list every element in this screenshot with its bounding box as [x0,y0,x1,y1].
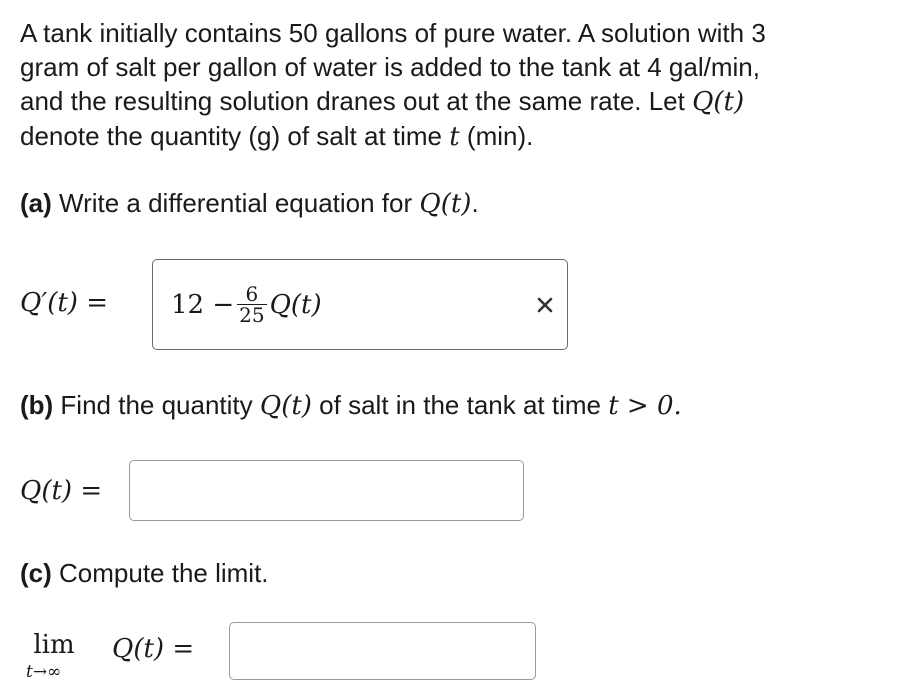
part-b-answer-field[interactable] [129,460,524,521]
part-b-lhs [20,474,102,508]
part-b-prompt [20,388,682,423]
part-b-text: Find the quantity [53,390,260,420]
part-a-fraction-numerator: 6 [245,282,259,306]
part-a-lhs [20,286,108,320]
part-a-label: (a) [20,188,52,218]
problem-line-3-math: Q(t) [692,87,745,117]
part-c-lhs-text: Q(t) = [112,634,195,664]
part-a-answer-content [171,260,322,349]
part-b-text-2: of salt in the tank at time [311,390,609,420]
close-icon[interactable] [535,295,555,315]
part-a-fraction-denominator: 25 [239,303,265,327]
part-a-answer-prefix: 12 − [171,289,235,320]
part-a-answer-field[interactable] [152,259,568,350]
part-b-condition: t > 0. [608,391,682,421]
part-a-answer-suffix: Q(t) [269,289,322,320]
problem-line-4-math: t [449,122,460,152]
problem-line-1: A tank initially contains 50 gallons of pure water. A solution with 3 [20,18,766,48]
part-c-lhs [112,632,194,666]
problem-line-3-text: and the resulting solution dranes out at the same rate. Let [20,86,693,116]
part-b-math: Q(t) [259,391,312,421]
part-a-math: Q(t) [419,189,472,219]
part-b-label: (b) [20,390,54,420]
part-a-lhs-text: Q′(t) = [20,288,109,318]
problem-statement [20,16,880,154]
limit-expression [28,628,80,682]
problem-line-2: gram of salt per gallon of water is added to the tank at 4 gal/min, [20,52,760,82]
problem-line-4 [20,119,880,154]
part-a-suffix: . [471,188,479,218]
problem-line-3 [20,84,880,119]
problem-line-4-text-b: (min). [459,121,534,151]
problem-line-4-text-a: denote the quantity (g) of salt at time [20,121,450,151]
part-a-text: Write a differential equation for [51,188,420,218]
limit-word: lim [33,630,75,660]
part-a-answer-fraction [237,284,266,325]
part-c-prompt [20,556,269,590]
part-c-label: (c) [20,558,52,588]
part-b-lhs-text: Q(t) = [20,476,103,506]
part-c-answer-field[interactable] [229,622,536,680]
limit-subscript: t→∞ [26,662,62,682]
part-c-text: Compute the limit. [51,558,269,588]
part-a-prompt [20,186,479,221]
